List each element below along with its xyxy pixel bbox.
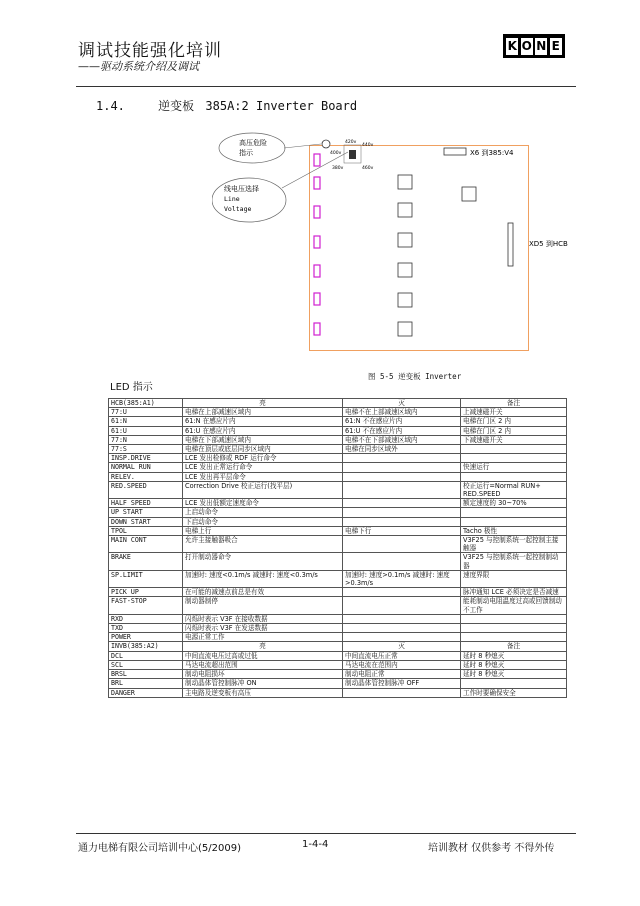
table-cell bbox=[461, 614, 567, 623]
table-cell bbox=[343, 454, 461, 463]
led-indicator bbox=[314, 177, 320, 189]
table-cell bbox=[461, 472, 567, 481]
logo-letter: O bbox=[521, 38, 532, 53]
led-section-title: LED 指示 bbox=[110, 382, 153, 393]
footer-disclaimer: 培训教材 仅供参考 不得外传 bbox=[428, 843, 555, 854]
header-rule bbox=[76, 86, 576, 87]
table-cell: 61:N 不在感应片内 bbox=[343, 417, 461, 426]
table-header-cell: 亮 bbox=[183, 399, 343, 408]
callout-text: 指示 bbox=[239, 149, 253, 157]
table-cell: NORMAL RUN bbox=[109, 463, 183, 472]
led-indicator bbox=[314, 293, 320, 305]
table-cell: 77:N bbox=[109, 435, 183, 444]
table-cell: 打开制动器命令 bbox=[183, 553, 343, 570]
table-cell bbox=[343, 614, 461, 623]
table-cell: 电梯在门区 2 内 bbox=[461, 426, 567, 435]
table-cell: 77:U bbox=[109, 408, 183, 417]
table-cell: 延时 8 秒熄灭 bbox=[461, 651, 567, 660]
table-cell: 制动电阻损坏 bbox=[183, 670, 343, 679]
led-indicator bbox=[314, 236, 320, 248]
section-number: 1.4. bbox=[96, 99, 125, 113]
table-cell: 制动电阻正常 bbox=[343, 670, 461, 679]
led-indicator bbox=[314, 265, 320, 277]
table-cell: 下减速磁开关 bbox=[461, 435, 567, 444]
table-cell: 在可能的减速点前总是有效 bbox=[183, 588, 343, 597]
table-cell: V3F25 与控制系统一起控制主接触器 bbox=[461, 536, 567, 553]
table-row bbox=[109, 553, 567, 570]
logo-letter: K bbox=[507, 38, 517, 53]
table-cell: BRAKE bbox=[109, 553, 183, 570]
table-cell: HALF SPEED bbox=[109, 499, 183, 508]
table-cell: 快速运行 bbox=[461, 463, 567, 472]
table-cell: TPOL bbox=[109, 526, 183, 535]
component bbox=[398, 263, 412, 277]
footer-company: 通力电梯有限公司培训中心(5/2009) bbox=[78, 843, 241, 854]
table-cell: DANGER bbox=[109, 688, 183, 697]
table-header-cell: 备注 bbox=[461, 399, 567, 408]
table-row bbox=[109, 633, 567, 642]
table-row bbox=[109, 526, 567, 535]
high-voltage-callout bbox=[219, 133, 285, 163]
led-table bbox=[108, 398, 567, 698]
table-row bbox=[109, 688, 567, 697]
table-cell: LCE 发出低额定速度命令 bbox=[183, 499, 343, 508]
table-header-cell: 亮 bbox=[183, 642, 343, 651]
section-heading bbox=[96, 97, 357, 114]
table-cell: RXD bbox=[109, 614, 183, 623]
table-cell: POWER bbox=[109, 633, 183, 642]
led-indicator bbox=[314, 154, 320, 166]
table-cell: 上启动命令 bbox=[183, 508, 343, 517]
table-cell bbox=[343, 517, 461, 526]
table-cell: 允许主接触器吸合 bbox=[183, 536, 343, 553]
table-row bbox=[109, 472, 567, 481]
table-cell: 额定速度的 30~70% bbox=[461, 499, 567, 508]
table-cell bbox=[461, 454, 567, 463]
callout-text: Line bbox=[224, 195, 240, 203]
table-row bbox=[109, 660, 567, 669]
table-cell bbox=[343, 597, 461, 614]
table-cell bbox=[343, 553, 461, 570]
table-cell bbox=[461, 517, 567, 526]
callout-text: 高压危险 bbox=[239, 139, 267, 147]
table-cell: 主电路及逆变板有高压 bbox=[183, 688, 343, 697]
table-cell: DCL bbox=[109, 651, 183, 660]
table-row bbox=[109, 679, 567, 688]
table-cell bbox=[343, 536, 461, 553]
table-cell: 电梯不在上部减速区域内 bbox=[343, 408, 461, 417]
table-cell: 电梯在顶层或底层同步区域内 bbox=[183, 445, 343, 454]
kone-logo bbox=[503, 34, 565, 58]
footer-rule bbox=[76, 833, 576, 834]
table-cell: 下启动命令 bbox=[183, 517, 343, 526]
table-cell: Tacho 极性 bbox=[461, 526, 567, 535]
table-cell: 中间直流电压正常 bbox=[343, 651, 461, 660]
table-cell: 中间直流电压过高或过低 bbox=[183, 651, 343, 660]
logo-letter: N bbox=[536, 38, 547, 53]
table-cell: RELEV. bbox=[109, 472, 183, 481]
callout-leader bbox=[284, 144, 321, 148]
table-cell: 脉冲通知 LCE 必须决定是否减速 bbox=[461, 588, 567, 597]
table-cell bbox=[461, 633, 567, 642]
table-row bbox=[109, 517, 567, 526]
table-cell: 61:U 不在感应片内 bbox=[343, 426, 461, 435]
board-components bbox=[398, 175, 476, 336]
table-row bbox=[109, 454, 567, 463]
table-cell: 加速时: 速度>0.1m/s 减速时: 速度>0.3m/s bbox=[343, 570, 461, 587]
table-cell: 电源正常工作 bbox=[183, 633, 343, 642]
voltage-selector bbox=[349, 150, 356, 159]
led-column bbox=[314, 154, 320, 335]
table-row bbox=[109, 499, 567, 508]
high-voltage-indicator bbox=[322, 140, 330, 148]
led-indicator bbox=[314, 323, 320, 335]
table-row bbox=[109, 463, 567, 472]
table-row bbox=[109, 408, 567, 417]
table-header-cell: 灭 bbox=[343, 399, 461, 408]
table-row bbox=[109, 445, 567, 454]
table-cell: LCE 发出正常运行命令 bbox=[183, 463, 343, 472]
led-indicator bbox=[314, 206, 320, 218]
component bbox=[462, 187, 476, 201]
x5-connector bbox=[508, 223, 513, 266]
voltage-label: 420v bbox=[345, 140, 357, 145]
logo-letter: E bbox=[551, 38, 560, 53]
table-cell: Correction Drive 校正运行(找平层) bbox=[183, 481, 343, 498]
voltage-label: 380v bbox=[332, 166, 344, 171]
document-title: 调试技能强化培训 bbox=[78, 41, 222, 61]
table-cell: 制动器制停 bbox=[183, 597, 343, 614]
table-row bbox=[109, 435, 567, 444]
table-cell: V3F25 与控制系统一起控制制动器 bbox=[461, 553, 567, 570]
x6-label: X6 到385:V4 bbox=[470, 149, 514, 157]
inverter-board-figure bbox=[212, 130, 572, 385]
table-cell bbox=[343, 624, 461, 633]
table-cell: 电梯上行 bbox=[183, 526, 343, 535]
table-cell: 电梯下行 bbox=[343, 526, 461, 535]
voltage-label: 440v bbox=[362, 143, 374, 148]
table-cell: 马达电流超出范围 bbox=[183, 660, 343, 669]
table-cell: 制动晶体管控制脉冲 ON bbox=[183, 679, 343, 688]
table-cell: 能耗制动电阻温度过高或回馈制动不工作 bbox=[461, 597, 567, 614]
table-cell: UP START bbox=[109, 508, 183, 517]
table-row bbox=[109, 597, 567, 614]
table-cell: INSP.DRIVE bbox=[109, 454, 183, 463]
table-cell: 速度界限 bbox=[461, 570, 567, 587]
table-cell: RED.SPEED bbox=[109, 481, 183, 498]
callout-text: 线电压选择 bbox=[224, 185, 259, 193]
table-cell bbox=[461, 508, 567, 517]
table-cell: BRSL bbox=[109, 670, 183, 679]
table-cell bbox=[343, 588, 461, 597]
table-cell bbox=[343, 499, 461, 508]
section-title-en: 385A:2 Inverter Board bbox=[205, 99, 358, 113]
section-title-zh: 逆变板 bbox=[158, 99, 195, 113]
table-row bbox=[109, 536, 567, 553]
table-cell bbox=[343, 688, 461, 697]
table-cell bbox=[343, 481, 461, 498]
table-header-cell: 灭 bbox=[343, 642, 461, 651]
table-row bbox=[109, 614, 567, 623]
component bbox=[398, 322, 412, 336]
figure-caption: 图 5-5 逆变板 Inverter bbox=[368, 372, 462, 381]
table-cell: MAIN CONT bbox=[109, 536, 183, 553]
voltage-label: 400v bbox=[330, 151, 342, 156]
table-cell: 电梯在下部减速区域内 bbox=[183, 435, 343, 444]
table-row bbox=[109, 508, 567, 517]
table-cell: 电梯在上部减速区域内 bbox=[183, 408, 343, 417]
table-header-cell: HCB(385:A1) bbox=[109, 399, 183, 408]
voltage-label: 460v bbox=[362, 166, 374, 171]
table-cell: DOWN START bbox=[109, 517, 183, 526]
x6-connector bbox=[444, 148, 466, 155]
table-header-cell: INVB(385:A2) bbox=[109, 642, 183, 651]
table-cell: 延时 8 秒熄灭 bbox=[461, 660, 567, 669]
table-row bbox=[109, 588, 567, 597]
table-cell: 工作时要确保安全 bbox=[461, 688, 567, 697]
table-row bbox=[109, 624, 567, 633]
table-cell: 61:N bbox=[109, 417, 183, 426]
table-cell: 上减速磁开关 bbox=[461, 408, 567, 417]
table-cell: 电梯在同步区域外 bbox=[343, 445, 461, 454]
callout-text: Voltage bbox=[224, 205, 252, 213]
table-cell: 61:U 在感应片内 bbox=[183, 426, 343, 435]
table-cell: 61:N 在感应片内 bbox=[183, 417, 343, 426]
table-cell: FAST-STOP bbox=[109, 597, 183, 614]
table-cell: SP.LIMIT bbox=[109, 570, 183, 587]
component bbox=[398, 203, 412, 217]
table-cell: LCE 发出检修或 RDF 运行命令 bbox=[183, 454, 343, 463]
table-cell bbox=[461, 679, 567, 688]
table-cell: PICK UP bbox=[109, 588, 183, 597]
table-cell: SCL bbox=[109, 660, 183, 669]
component bbox=[398, 233, 412, 247]
table-row bbox=[109, 417, 567, 426]
table-cell: 校正运行=Normal RUN+ RED.SPEED bbox=[461, 481, 567, 498]
table-cell: BRL bbox=[109, 679, 183, 688]
table-cell: 马达电流在范围内 bbox=[343, 660, 461, 669]
table-cell: 加速时: 速度<0.1m/s 减速时: 速度<0.3m/s bbox=[183, 570, 343, 587]
component bbox=[398, 293, 412, 307]
table-header-row bbox=[109, 642, 567, 651]
table-row bbox=[109, 570, 567, 587]
table-cell: 电梯在门区 2 内 bbox=[461, 417, 567, 426]
table-cell bbox=[461, 624, 567, 633]
x5-label: XD5 到HCB bbox=[529, 240, 568, 248]
page-number: 1-4-4 bbox=[302, 839, 329, 850]
table-cell bbox=[343, 472, 461, 481]
table-row bbox=[109, 481, 567, 498]
table-cell: TXD bbox=[109, 624, 183, 633]
table-cell bbox=[343, 463, 461, 472]
table-row bbox=[109, 651, 567, 660]
table-cell bbox=[343, 508, 461, 517]
table-cell: 77:S bbox=[109, 445, 183, 454]
table-cell: 制动晶体管控制脉冲 OFF bbox=[343, 679, 461, 688]
table-cell: 延时 8 秒熄灭 bbox=[461, 670, 567, 679]
table-cell: LCE 发出再平层命令 bbox=[183, 472, 343, 481]
table-row bbox=[109, 426, 567, 435]
table-header-row bbox=[109, 399, 567, 408]
table-cell: 闪烁时表示 V3F 在接收数据 bbox=[183, 614, 343, 623]
table-cell: 闪烁时表示 V3F 在发送数据 bbox=[183, 624, 343, 633]
table-cell: 61:U bbox=[109, 426, 183, 435]
table-cell bbox=[343, 633, 461, 642]
table-row bbox=[109, 670, 567, 679]
table-cell: 电梯不在下部减速区域内 bbox=[343, 435, 461, 444]
document-subtitle: ——驱动系统介绍及调试 bbox=[78, 60, 199, 73]
table-header-cell: 备注 bbox=[461, 642, 567, 651]
table-cell bbox=[461, 445, 567, 454]
component bbox=[398, 175, 412, 189]
